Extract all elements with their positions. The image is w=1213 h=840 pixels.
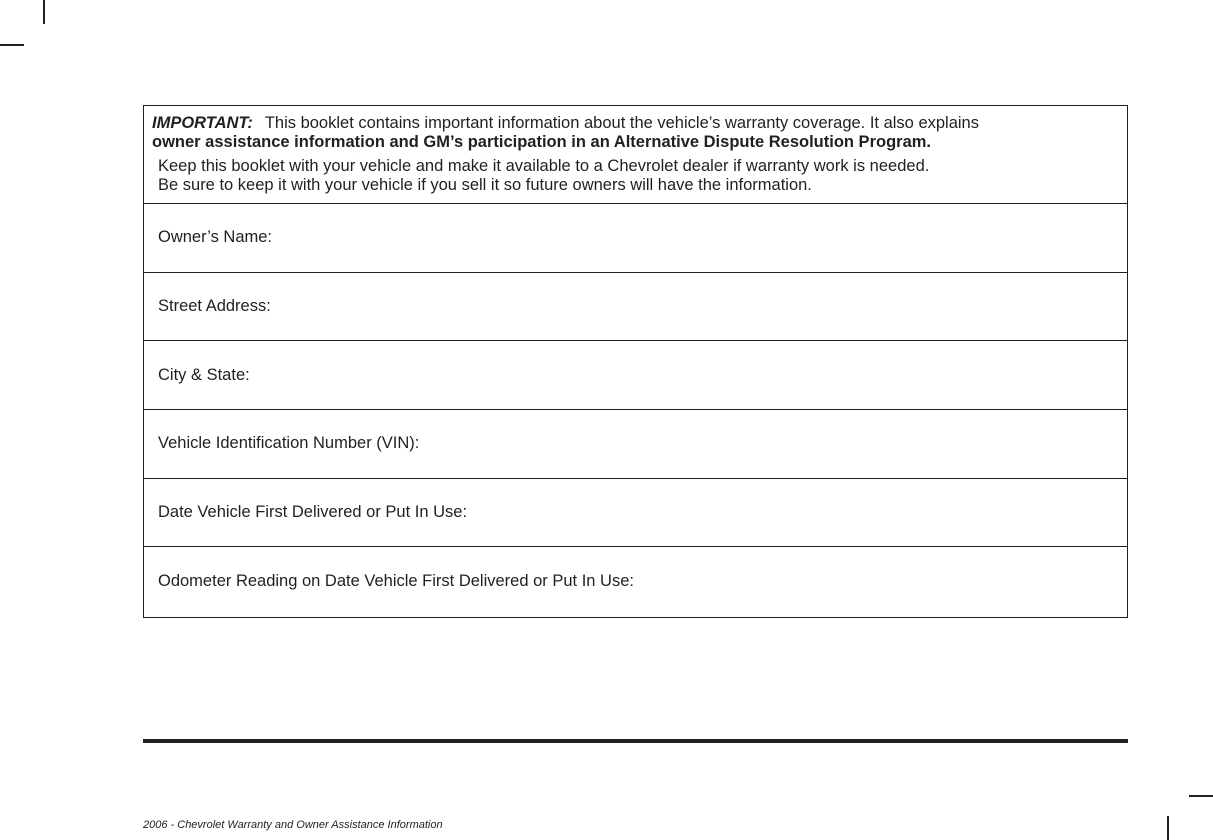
field-label: Owner’s Name:: [158, 228, 273, 247]
street-address-field[interactable]: [144, 273, 1127, 342]
important-notice: [144, 106, 1127, 204]
field-label: Odometer Reading on Date Vehicle First Delivered or Put In Use:: [158, 572, 634, 591]
important-label: IMPORTANT:: [152, 114, 253, 132]
footer-rule: [143, 739, 1128, 743]
notice-intro: [152, 114, 1119, 133]
field-label: City & State:: [158, 365, 250, 384]
crop-mark-top-left-horizontal: [0, 44, 24, 46]
field-label: Vehicle Identification Number (VIN):: [158, 434, 420, 453]
owner-name-field[interactable]: [144, 204, 1127, 273]
keep-line-2: Be sure to keep it with your vehicle if you sell it so future owners will have the information.: [158, 176, 812, 194]
crop-mark-bottom-right-horizontal: [1189, 795, 1213, 797]
field-label: Street Address:: [158, 297, 271, 316]
delivery-date-field[interactable]: [144, 479, 1127, 548]
city-state-field[interactable]: [144, 341, 1127, 410]
odometer-reading-field[interactable]: [144, 547, 1127, 616]
notice-bold-text: owner assistance information and GM’s participation in an Alternative Dispute Resolution Program.: [152, 133, 931, 151]
intro-text: This booklet contains important information about the vehicle’s warranty coverage. It also explains: [264, 114, 979, 132]
keep-line-1: Keep this booklet with your vehicle and make it available to a Chevrolet dealer if warranty work is needed.: [158, 157, 930, 175]
notice-keep-instructions: [152, 157, 1119, 195]
owner-information-form: [143, 105, 1128, 618]
crop-mark-top-left-vertical: [43, 0, 45, 24]
field-label: Date Vehicle First Delivered or Put In Use:: [158, 503, 468, 522]
vin-field[interactable]: [144, 410, 1127, 479]
crop-mark-bottom-right-vertical: [1167, 816, 1169, 840]
page-footer: 2006 - Chevrolet Warranty and Owner Assistance Information: [143, 819, 443, 831]
